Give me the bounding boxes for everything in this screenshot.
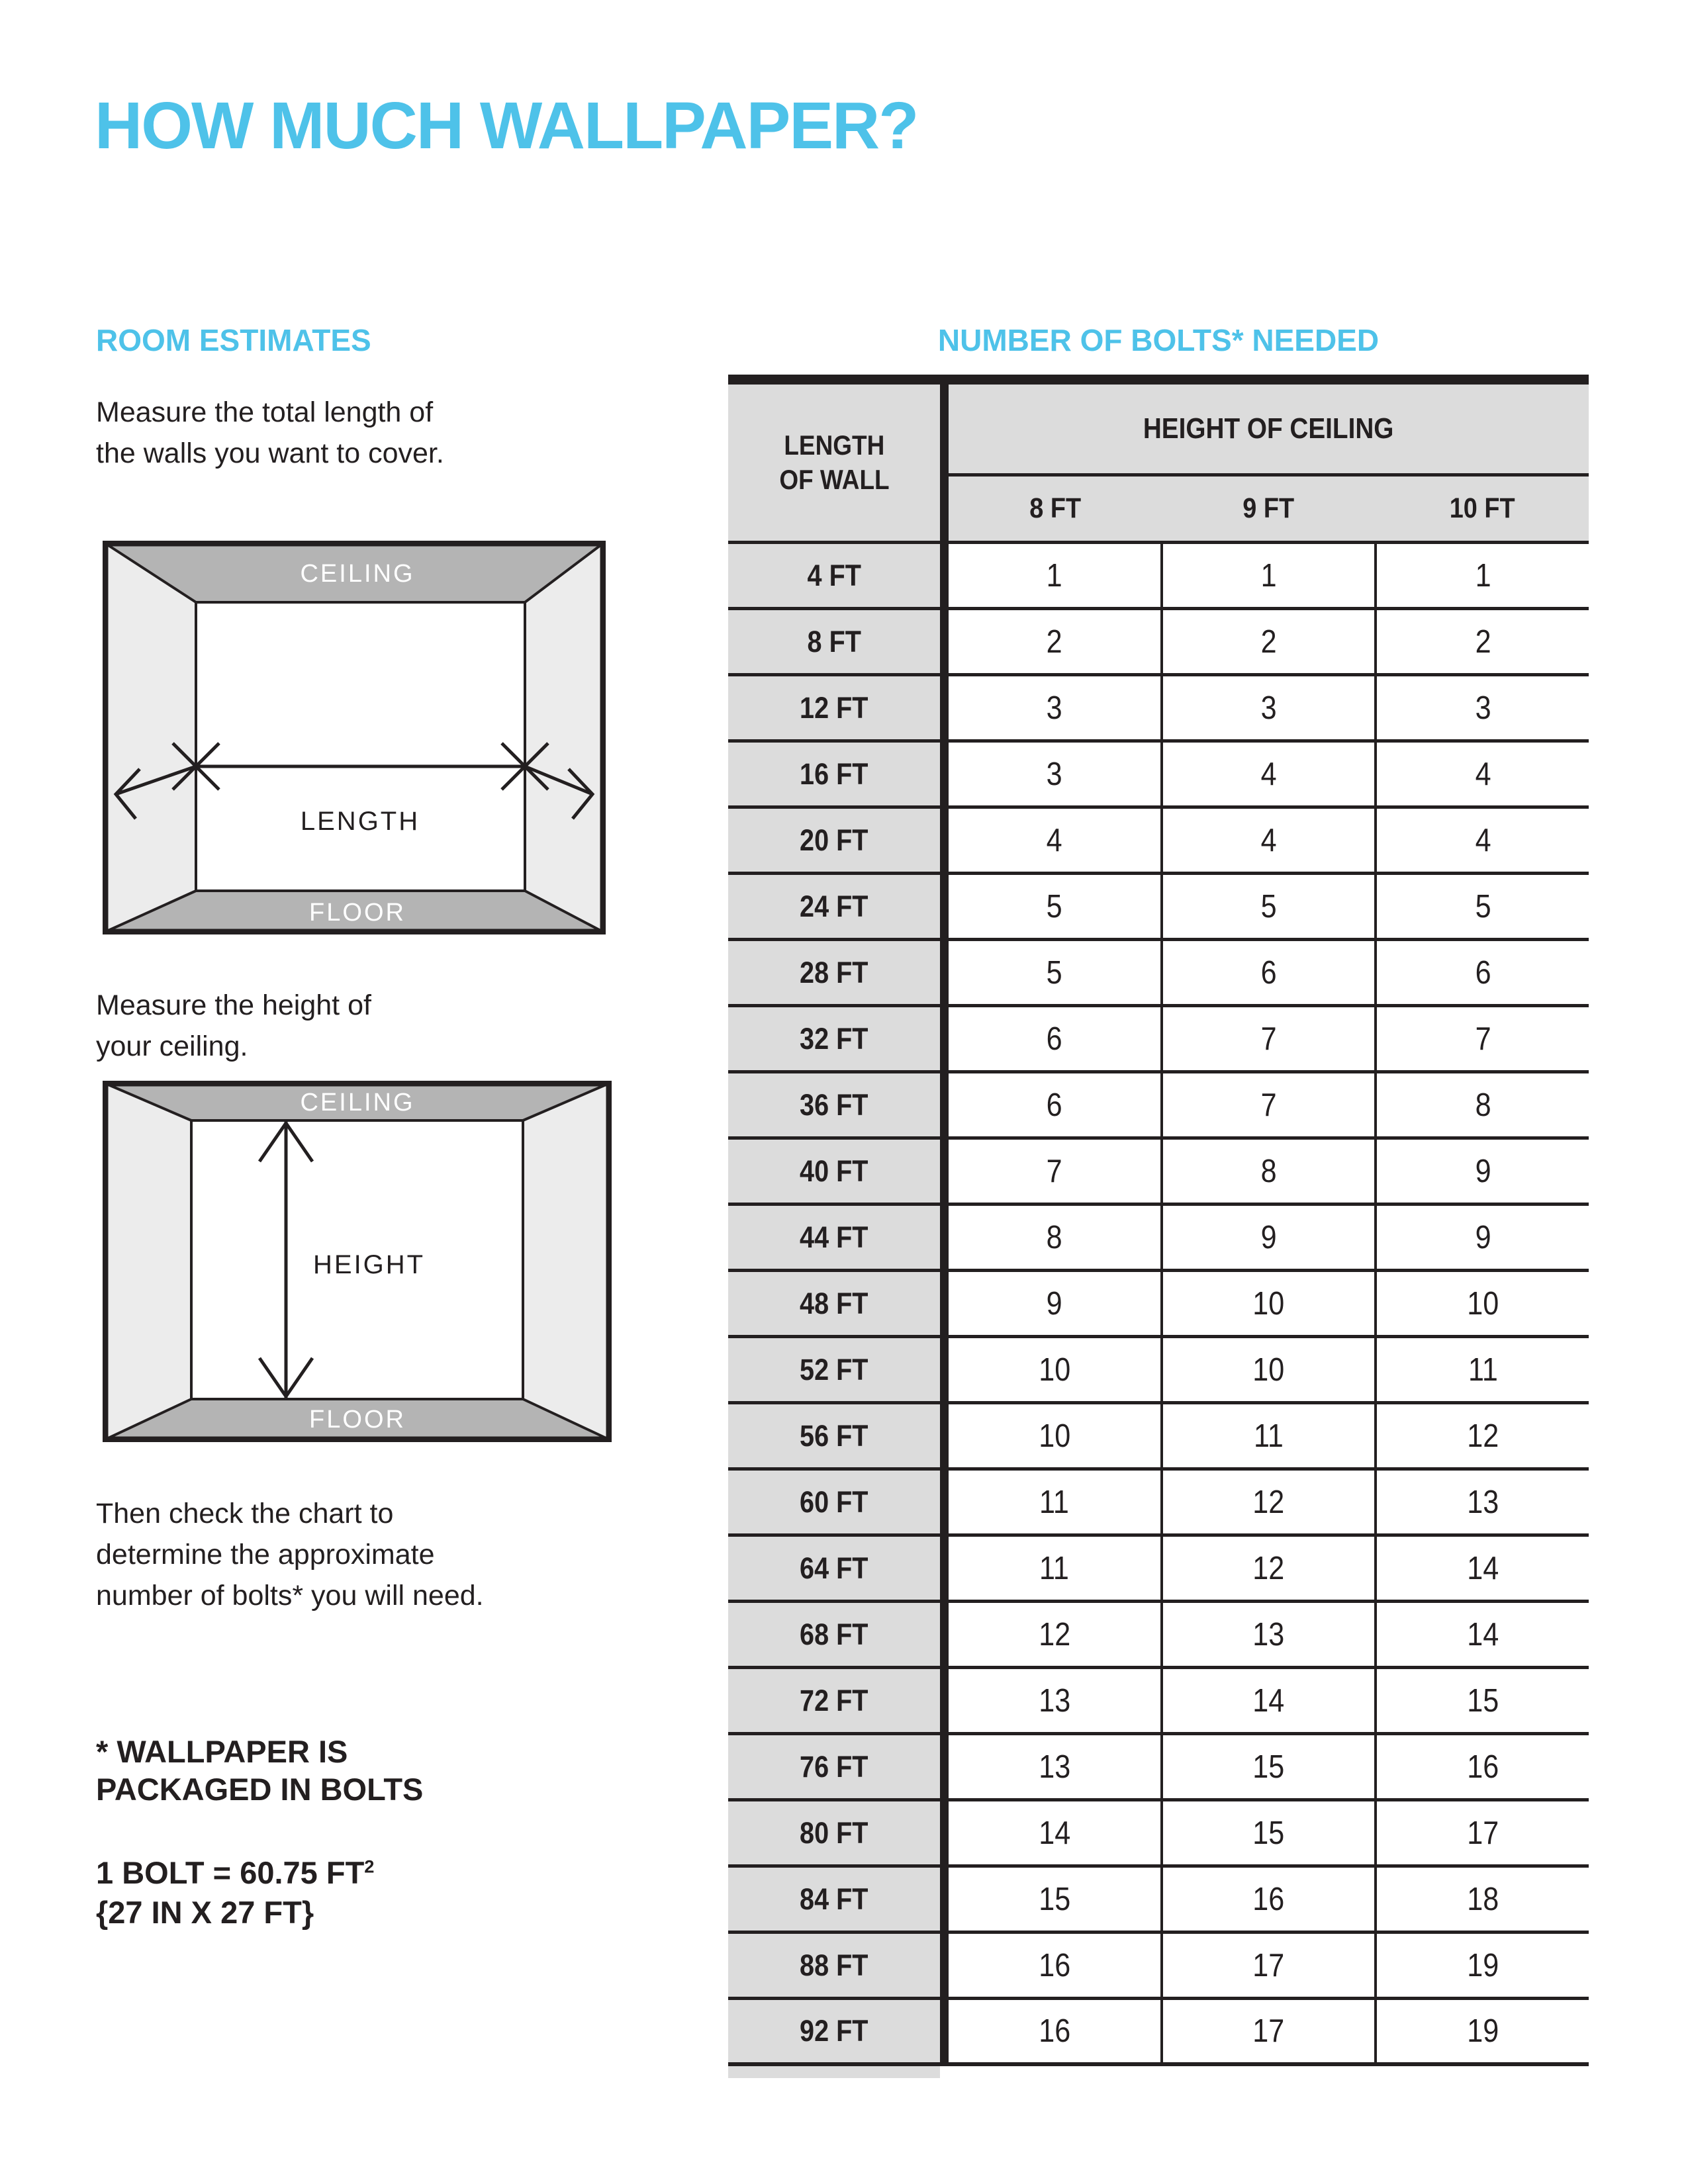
row-label-text: 4 FT: [807, 558, 861, 592]
bolt-count-cell: [1160, 1801, 1375, 1864]
row-label-cell: [728, 1669, 940, 1732]
bolt-count-value: 5: [1260, 888, 1277, 925]
bolt-count-value: 15: [1252, 1749, 1285, 1785]
bolt-count-value: 10: [1038, 1418, 1070, 1454]
row-label-cell: [728, 743, 940, 805]
bolt-count-cell: [1374, 1007, 1589, 1070]
bolt-count-value: 2: [1475, 623, 1491, 660]
column-header-text: 8 FT: [1029, 492, 1082, 524]
bolt-count-cell: [1160, 1471, 1375, 1533]
bolt-count-cell: [1374, 1338, 1589, 1401]
bolt-count-value: 8: [1475, 1087, 1491, 1123]
row-label-cell: [728, 875, 940, 938]
bolt-count-value: 16: [1252, 1881, 1285, 1917]
bolt-count-cell: [1374, 1272, 1589, 1335]
bolt-count-value: 16: [1038, 1947, 1070, 1983]
paragraph-line: Then check the chart to: [96, 1498, 394, 1529]
bolt-count-cell: [1374, 809, 1589, 872]
room-left-wall: [105, 1083, 191, 1439]
table-row: [728, 1735, 1589, 1801]
column-group-header: [949, 385, 1589, 477]
column-header-text: 9 FT: [1243, 492, 1295, 524]
bolt-count-cell: [1374, 1140, 1589, 1203]
bolt-count-value: 4: [1046, 822, 1062, 858]
row-label-text: 32 FT: [800, 1021, 868, 1056]
paragraph-line: determine the approximate: [96, 1539, 435, 1570]
table-row: [728, 875, 1589, 941]
table-vertical-divider: [940, 1603, 949, 1666]
bolt-count-cell: [1160, 743, 1375, 805]
bolt-count-value: 9: [1475, 1153, 1491, 1189]
bolt-count-cell: [1374, 1868, 1589, 1931]
bolt-count-cell: [949, 1735, 1160, 1798]
bolt-count-cell: [949, 1007, 1160, 1070]
bolt-count-value: 11: [1468, 1351, 1498, 1388]
bolt-count-cell: [949, 610, 1160, 673]
bolt-equation-superscript: 2: [364, 1856, 375, 1877]
bolt-count-cell: [1160, 2000, 1375, 2062]
column-header-cell: [1162, 477, 1375, 541]
column-headers-row: [949, 477, 1589, 541]
table-row: [728, 743, 1589, 809]
bolt-count-cell: [949, 1206, 1160, 1269]
footnote-line: * WALLPAPER IS: [96, 1734, 348, 1769]
bolt-count-cell: [949, 1934, 1160, 1997]
row-header-cell: [728, 385, 940, 541]
bolt-count-value: 18: [1467, 1881, 1499, 1917]
bolt-count-cell: [1160, 1404, 1375, 1467]
table-row: [728, 1206, 1589, 1272]
bolt-count-value: 9: [1260, 1219, 1277, 1255]
bolt-count-value: 13: [1467, 1484, 1499, 1520]
height-label: HEIGHT: [313, 1250, 426, 1279]
row-label-cell: [728, 1735, 940, 1798]
bolt-count-cell: [1160, 1338, 1375, 1401]
row-label-cell: [728, 1007, 940, 1070]
row-label-text: 88 FT: [800, 1948, 868, 1982]
row-header-line: OF WALL: [778, 464, 890, 495]
bolt-count-cell: [949, 2000, 1160, 2062]
bolt-count-cell: [949, 1669, 1160, 1732]
row-label-text: 84 FT: [800, 1882, 868, 1916]
bolt-count-value: 10: [1252, 1285, 1285, 1322]
bolt-count-value: 1: [1260, 557, 1277, 594]
table-row: [728, 1140, 1589, 1206]
table-vertical-divider: [940, 1471, 949, 1533]
bolt-count-cell: [1160, 941, 1375, 1004]
bolt-count-value: 11: [1039, 1484, 1070, 1520]
row-label-cell: [728, 1868, 940, 1931]
bolt-count-value: 6: [1260, 954, 1277, 991]
bolt-count-value: 14: [1467, 1550, 1499, 1586]
table-vertical-divider: [940, 385, 949, 541]
bolt-count-value: 16: [1038, 2013, 1070, 2049]
paragraph-line: Measure the height of: [96, 989, 371, 1021]
bolt-count-cell: [1374, 610, 1589, 673]
paragraph-line: Measure the total length of: [96, 396, 434, 428]
room-back-wall: [196, 602, 525, 891]
bolt-count-value: 3: [1046, 690, 1062, 726]
bolt-count-cell: [1160, 1868, 1375, 1931]
table-row: [728, 544, 1589, 610]
bolt-count-value: 13: [1252, 1616, 1285, 1653]
bolt-count-cell: [1160, 1073, 1375, 1136]
table-row: [728, 1801, 1589, 1868]
table-header: [728, 385, 1589, 544]
row-label-cell: [728, 676, 940, 739]
bolt-count-cell: [1374, 1603, 1589, 1666]
bolt-count-value: 4: [1260, 756, 1277, 792]
table-vertical-divider: [940, 1669, 949, 1732]
bolt-count-value: 4: [1475, 822, 1491, 858]
row-label-text: 44 FT: [800, 1220, 868, 1254]
bolt-count-cell: [949, 1603, 1160, 1666]
row-label-cell: [728, 1272, 940, 1335]
row-label-cell: [728, 1206, 940, 1269]
room-length-diagram: [103, 541, 606, 934]
bolt-count-cell: [1374, 941, 1589, 1004]
row-label-text: 68 FT: [800, 1617, 868, 1651]
bolt-count-value: 4: [1475, 756, 1491, 792]
ceiling-label: CEILING: [300, 560, 415, 588]
row-label-text: 28 FT: [800, 955, 868, 989]
measure-length-paragraph: [96, 392, 444, 474]
table-top-rule: [728, 375, 1589, 385]
bolt-count-cell: [1374, 1206, 1589, 1269]
row-label-text: 12 FT: [800, 690, 868, 725]
bolt-count-cell: [1374, 1404, 1589, 1467]
bolt-count-cell: [1160, 1007, 1375, 1070]
table-vertical-divider: [940, 1868, 949, 1931]
bolt-count-value: 1: [1475, 557, 1491, 594]
table-vertical-divider: [940, 743, 949, 805]
bolt-count-value: 3: [1260, 690, 1277, 726]
bolt-count-cell: [1160, 610, 1375, 673]
table-row: [728, 1272, 1589, 1338]
bolt-count-value: 10: [1038, 1351, 1070, 1388]
bolt-count-value: 6: [1046, 1021, 1062, 1057]
table-vertical-divider: [940, 941, 949, 1004]
bolt-dimensions: {27 IN X 27 FT}: [96, 1895, 314, 1930]
bolt-count-cell: [949, 941, 1160, 1004]
bolt-count-value: 11: [1254, 1418, 1284, 1454]
bolt-count-value: 19: [1467, 1947, 1499, 1983]
row-label-text: 56 FT: [800, 1418, 868, 1453]
bolt-count-cell: [1374, 544, 1589, 607]
bolt-count-value: 15: [1038, 1881, 1070, 1917]
row-label-cell: [728, 1140, 940, 1203]
paragraph-line: the walls you want to cover.: [96, 437, 444, 469]
row-label-text: 92 FT: [800, 2014, 868, 2048]
bolt-count-value: 14: [1252, 1682, 1285, 1719]
bolt-count-value: 4: [1260, 822, 1277, 858]
row-label-text: 16 FT: [800, 756, 868, 791]
row-label-cell: [728, 1603, 940, 1666]
bolt-count-cell: [1160, 1934, 1375, 1997]
bolt-count-value: 7: [1475, 1021, 1491, 1057]
bolt-count-cell: [949, 1404, 1160, 1467]
row-label-text: 36 FT: [800, 1087, 868, 1122]
table-row: [728, 1073, 1589, 1140]
column-group-header-text: HEIGHT OF CEILING: [1143, 412, 1394, 445]
length-label: LENGTH: [300, 807, 420, 836]
table-vertical-divider: [940, 1073, 949, 1136]
bolt-count-value: 10: [1252, 1351, 1285, 1388]
bolts-needed-heading: NUMBER OF BOLTS* NEEDED: [937, 323, 1380, 357]
bolt-count-value: 8: [1260, 1153, 1277, 1189]
bolt-count-cell: [1374, 1801, 1589, 1864]
row-label-text: 20 FT: [800, 823, 868, 857]
row-header-line: LENGTH: [784, 430, 884, 461]
bolt-count-cell: [949, 1272, 1160, 1335]
bolt-count-cell: [949, 676, 1160, 739]
bolt-count-cell: [949, 544, 1160, 607]
bolt-count-value: 17: [1252, 2013, 1285, 2049]
row-label-text: 52 FT: [800, 1352, 868, 1387]
row-label-text: 40 FT: [800, 1154, 868, 1188]
bolt-count-value: 16: [1467, 1749, 1499, 1785]
ceiling-label: CEILING: [300, 1089, 415, 1116]
measure-height-paragraph: [96, 985, 371, 1067]
table-vertical-divider: [940, 875, 949, 938]
bolt-count-value: 6: [1046, 1087, 1062, 1123]
bolt-count-value: 2: [1046, 623, 1062, 660]
bolt-count-value: 14: [1038, 1815, 1070, 1851]
bolt-count-cell: [949, 1338, 1160, 1401]
row-label-cell: [728, 941, 940, 1004]
bolt-count-value: 15: [1252, 1815, 1285, 1851]
table-row: [728, 2000, 1589, 2066]
column-group: [949, 385, 1589, 541]
column-header-cell: [949, 477, 1162, 541]
table-vertical-divider: [940, 1140, 949, 1203]
table-vertical-divider: [940, 1007, 949, 1070]
room-left-wall: [105, 543, 196, 932]
table-vertical-divider: [940, 1338, 949, 1401]
paragraph-line: your ceiling.: [96, 1030, 248, 1062]
bolt-count-cell: [1374, 2000, 1589, 2062]
row-label-cell: [728, 1934, 940, 1997]
bolt-count-value: 17: [1467, 1815, 1499, 1851]
bolt-count-cell: [1160, 1669, 1375, 1732]
bolt-count-cell: [949, 1801, 1160, 1864]
row-label-cell: [728, 2000, 940, 2062]
bolt-count-value: 13: [1038, 1682, 1070, 1719]
bolt-count-value: 12: [1252, 1550, 1285, 1586]
table-row: [728, 1404, 1589, 1471]
table-row: [728, 1471, 1589, 1537]
bolt-equation: [96, 1853, 374, 1893]
bolt-count-value: 17: [1252, 1947, 1285, 1983]
bolt-count-value: 1: [1046, 557, 1062, 594]
bolt-count-value: 5: [1046, 954, 1062, 991]
bolt-count-value: 9: [1475, 1219, 1491, 1255]
table-vertical-divider: [940, 1206, 949, 1269]
row-label-text: 48 FT: [800, 1286, 868, 1320]
table-vertical-divider: [940, 1735, 949, 1798]
bolt-count-cell: [1160, 875, 1375, 938]
table-vertical-divider: [940, 1272, 949, 1335]
bolt-count-value: 5: [1475, 888, 1491, 925]
bolt-count-cell: [1374, 1537, 1589, 1600]
table-row: [728, 809, 1589, 875]
row-label-text: 72 FT: [800, 1683, 868, 1717]
room-estimates-heading: ROOM ESTIMATES: [96, 323, 371, 357]
table-row: [728, 676, 1589, 743]
paragraph-line: number of bolts* you will need.: [96, 1580, 484, 1612]
bolt-count-value: 9: [1046, 1285, 1062, 1322]
bolt-count-value: 2: [1260, 623, 1277, 660]
row-label-cell: [728, 1537, 940, 1600]
table-vertical-divider: [940, 2000, 949, 2062]
table-row: [728, 610, 1589, 676]
row-label-cell: [728, 610, 940, 673]
column-header-text: 10 FT: [1449, 492, 1515, 524]
row-label-cell: [728, 1471, 940, 1533]
table-vertical-divider: [940, 676, 949, 739]
table-row: [728, 1537, 1589, 1603]
bolt-equation-text: 1 BOLT = 60.75 FT: [96, 1855, 365, 1890]
page-title: HOW MUCH WALLPAPER?: [95, 89, 918, 163]
bolt-count-value: 10: [1467, 1285, 1499, 1322]
bolt-count-cell: [949, 1140, 1160, 1203]
bolt-count-cell: [949, 1868, 1160, 1931]
table-row: [728, 1934, 1589, 2000]
row-label-cell: [728, 1073, 940, 1136]
row-label-cell: [728, 1338, 940, 1401]
row-label-text: 80 FT: [800, 1815, 868, 1850]
bolt-count-cell: [1160, 544, 1375, 607]
bolts-footnote: [96, 1733, 423, 1808]
row-label-cell: [728, 544, 940, 607]
row-label-text: 64 FT: [800, 1551, 868, 1585]
bolt-count-cell: [1374, 676, 1589, 739]
table-row: [728, 941, 1589, 1007]
bolt-count-value: 14: [1467, 1616, 1499, 1653]
table-vertical-divider: [940, 1537, 949, 1600]
bolt-count-cell: [1160, 1735, 1375, 1798]
bolt-count-value: 7: [1046, 1153, 1062, 1189]
table-vertical-divider: [940, 610, 949, 673]
bolt-count-cell: [949, 1073, 1160, 1136]
table-row: [728, 1868, 1589, 1934]
footnote-line: PACKAGED IN BOLTS: [96, 1772, 424, 1807]
bolt-count-value: 5: [1046, 888, 1062, 925]
bolt-count-cell: [1374, 1934, 1589, 1997]
bolt-count-cell: [1160, 1537, 1375, 1600]
row-label-text: 8 FT: [807, 624, 861, 659]
table-vertical-divider: [940, 809, 949, 872]
bolt-count-value: 7: [1260, 1087, 1277, 1123]
bolt-count-cell: [949, 809, 1160, 872]
room-right-wall: [525, 543, 603, 932]
bolt-count-cell: [1374, 1735, 1589, 1798]
bolts-table: [728, 375, 1589, 2078]
row-label-cell: [728, 1801, 940, 1864]
bolt-count-cell: [949, 1537, 1160, 1600]
bolt-count-value: 13: [1038, 1749, 1070, 1785]
floor-label: FLOOR: [309, 899, 406, 927]
bolt-count-cell: [1374, 1471, 1589, 1533]
bolt-count-cell: [1374, 875, 1589, 938]
row-label-text: 76 FT: [800, 1749, 868, 1784]
bolt-count-cell: [1160, 676, 1375, 739]
bolt-count-value: 15: [1467, 1682, 1499, 1719]
table-row: [728, 1007, 1589, 1073]
row-label-cell: [728, 1404, 940, 1467]
bolt-count-value: 7: [1260, 1021, 1277, 1057]
bolt-count-cell: [1160, 809, 1375, 872]
bolt-count-cell: [1374, 1073, 1589, 1136]
row-label-cell: [728, 809, 940, 872]
bolt-count-cell: [1160, 1272, 1375, 1335]
label-column-stub: [728, 2066, 940, 2078]
table-body: [728, 544, 1589, 2066]
row-label-text: 60 FT: [800, 1484, 868, 1519]
column-header-cell: [1376, 477, 1589, 541]
ceiling-height-diagram: [103, 1081, 612, 1442]
bolt-count-value: 3: [1475, 690, 1491, 726]
check-chart-paragraph: [96, 1493, 484, 1616]
bolt-count-cell: [949, 875, 1160, 938]
bolt-count-value: 12: [1252, 1484, 1285, 1520]
bolt-count-cell: [1160, 1140, 1375, 1203]
table-vertical-divider: [940, 1801, 949, 1864]
bolt-count-cell: [1374, 1669, 1589, 1732]
table-vertical-divider: [940, 1404, 949, 1467]
table-row: [728, 1669, 1589, 1735]
row-label-text: 24 FT: [800, 889, 868, 923]
table-vertical-divider: [940, 1934, 949, 1997]
bolt-count-cell: [1374, 743, 1589, 805]
table-vertical-divider: [940, 544, 949, 607]
bolt-count-value: 12: [1467, 1418, 1499, 1454]
bolt-count-value: 19: [1467, 2013, 1499, 2049]
bolt-count-cell: [1160, 1603, 1375, 1666]
bolt-count-cell: [949, 743, 1160, 805]
room-right-wall: [523, 1083, 609, 1439]
bolt-count-value: 3: [1046, 756, 1062, 792]
table-row: [728, 1603, 1589, 1669]
bolt-count-value: 8: [1046, 1219, 1062, 1255]
bolt-size-note: [96, 1853, 374, 1933]
bolt-count-value: 12: [1038, 1616, 1070, 1653]
bolt-count-cell: [1160, 1206, 1375, 1269]
bolt-count-cell: [949, 1471, 1160, 1533]
bolt-count-value: 6: [1475, 954, 1491, 991]
bolt-count-value: 11: [1039, 1550, 1070, 1586]
table-row: [728, 1338, 1589, 1404]
floor-label: FLOOR: [309, 1406, 406, 1433]
